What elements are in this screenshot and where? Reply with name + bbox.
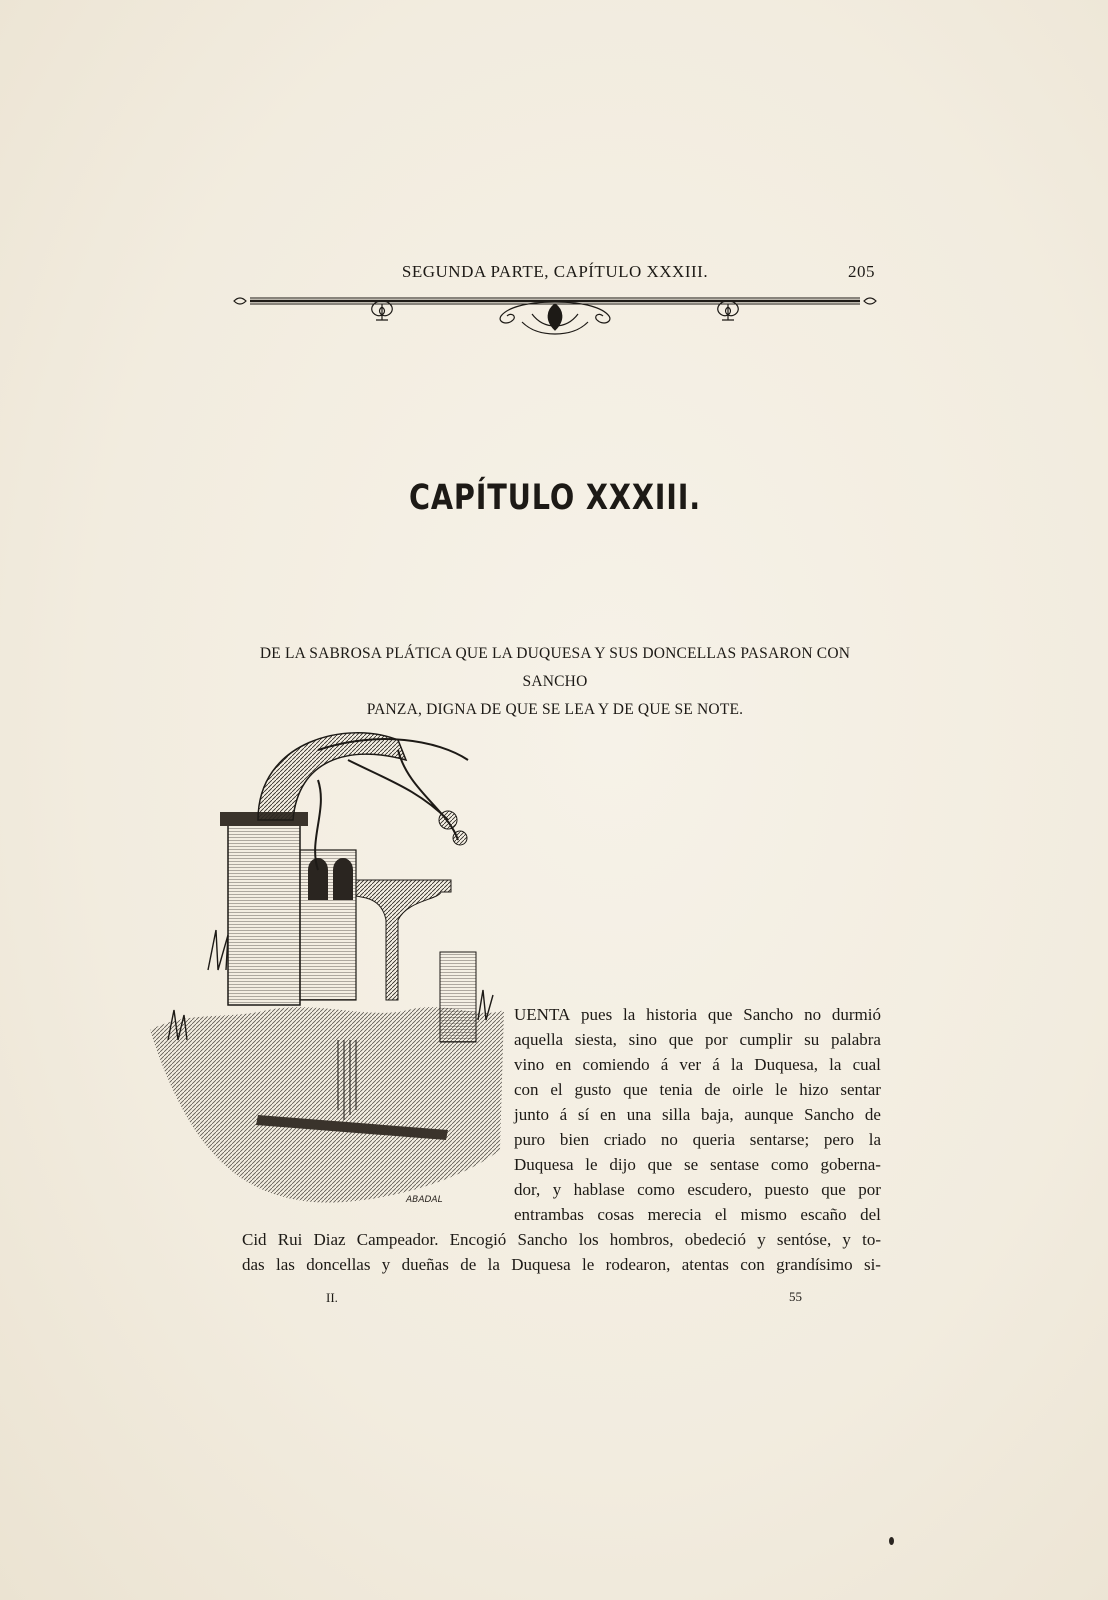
header-ornament-icon bbox=[232, 292, 878, 344]
body-line: con el gusto que tenia de oirle le hizo sentar bbox=[514, 1080, 881, 1099]
body-line: vino en comiendo á ver á la Duquesa, la cual bbox=[514, 1055, 881, 1074]
signature-mark: 55 bbox=[789, 1289, 802, 1304]
volume-mark: II. bbox=[326, 1290, 338, 1305]
page-speck bbox=[889, 1537, 894, 1545]
ruined-aqueduct-initial-c-icon bbox=[148, 720, 506, 1230]
page-number: 205 bbox=[848, 262, 875, 281]
chapter-title: CAPÍTULO XXXIII. bbox=[409, 478, 701, 518]
chapter-summary bbox=[235, 640, 875, 724]
illustration-signature: ABADAL bbox=[406, 1195, 443, 1205]
body-line: junto á sí en una silla baja, aunque Sancho de bbox=[514, 1105, 881, 1124]
body-line: das las doncellas y dueñas de la Duquesa le rodearon, atentas con grandísimo si- bbox=[242, 1255, 881, 1274]
chapter-summary-line: PANZA, DIGNA DE QUE SE LEA Y DE QUE SE NOTE. bbox=[366, 701, 744, 718]
body-line: UENTA pues la historia que Sancho no durmió bbox=[514, 1005, 881, 1024]
body-line: puro bien criado no queria sentarse; pero la bbox=[514, 1130, 881, 1149]
body-line: aquella siesta, sino que por cumplir su palabra bbox=[514, 1030, 881, 1049]
running-head-title: SEGUNDA PARTE, CAPÍTULO XXXIII. bbox=[401, 262, 709, 281]
body-line: Cid Rui Diaz Campeador. Encogió Sancho los hombros, obedeció y sentóse, y to- bbox=[242, 1230, 881, 1249]
body-line: entrambas cosas merecia el mismo escaño del bbox=[514, 1205, 881, 1224]
body-line: dor, y hablase como escudero, puesto que por bbox=[514, 1180, 881, 1199]
running-head bbox=[235, 262, 875, 284]
body-line: Duquesa le dijo que se sentase como goberna- bbox=[514, 1155, 881, 1174]
chapter-summary-line: DE LA SABROSA PLÁTICA QUE LA DUQUESA Y SUS DONCELLAS PASARON CON SANCHO bbox=[259, 645, 851, 690]
